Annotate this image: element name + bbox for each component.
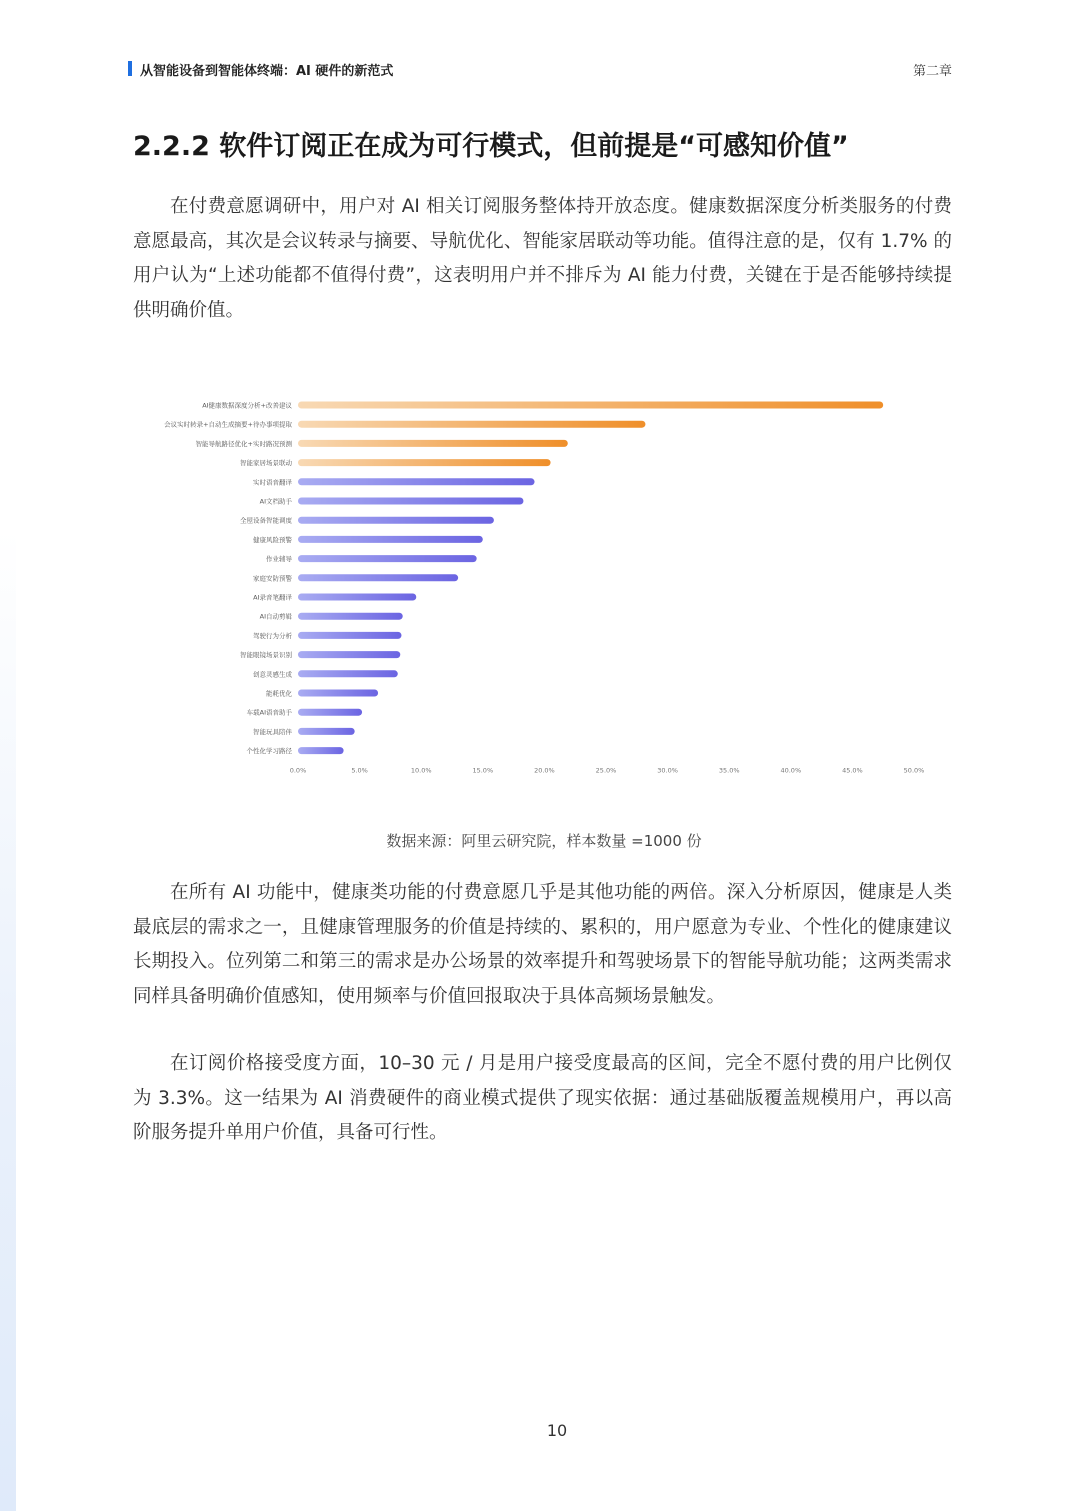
bar: [298, 690, 378, 697]
bar: [298, 421, 645, 428]
x-tick-label: 20.0%: [534, 766, 555, 775]
category-label: AI健康数据深度分析+改善建议: [202, 401, 292, 410]
paragraph-1: 在付费意愿调研中，用户对 AI 相关订阅服务整体持开放态度。健康数据深度分析类服务的付费意愿最高，其次是会议转录与摘要、导航优化、智能家居联动等功能。值得注意的是，仅有 1.7% 的用户认为“上述功能都不值得付费”，这表明用户并不排斥为 AI 能力付费，关键在于是否能够持续提供明确价值。: [133, 196, 952, 321]
bar: [298, 670, 398, 677]
category-label: AI录音笔翻译: [253, 593, 292, 602]
category-label: 健康风险预警: [253, 535, 292, 544]
category-label: 个性化学习路径: [246, 747, 292, 756]
bar: [298, 594, 416, 601]
bar: [298, 613, 403, 620]
category-label: 车载AI语音助手: [246, 708, 292, 717]
x-tick-label: 15.0%: [472, 766, 494, 775]
header-chapter: 第二章: [912, 64, 952, 79]
category-label: 智能导航路径优化+实时路况预测: [195, 439, 292, 448]
bar: [298, 536, 483, 543]
bar: [298, 632, 401, 639]
bar: [298, 459, 551, 466]
category-label: 全屋设备智能调度: [240, 516, 292, 525]
page-number: 10: [546, 1421, 568, 1440]
bar: [298, 517, 494, 524]
category-label: 驾驶行为分析: [253, 631, 292, 640]
category-label: 实时语音翻译: [253, 478, 292, 487]
bar: [298, 574, 458, 581]
page-edge-decoration: [0, 0, 16, 1511]
x-tick-label: 50.0%: [903, 766, 925, 775]
bar-chart: [133, 390, 952, 790]
bar: [298, 478, 535, 485]
x-tick-label: 0.0%: [289, 766, 307, 775]
x-tick-label: 25.0%: [595, 766, 617, 775]
chart-svg: [133, 390, 952, 790]
x-tick-label: 10.0%: [410, 766, 432, 775]
x-tick-label: 40.0%: [780, 766, 802, 775]
bar: [298, 440, 568, 447]
bar: [298, 728, 355, 735]
category-label: 智能玩具陪伴: [253, 727, 292, 736]
category-label: 作业辅导: [266, 555, 292, 564]
x-tick-label: 45.0%: [842, 766, 863, 775]
category-label: 智能眼镜场景识别: [240, 651, 292, 660]
category-label: 家庭安防预警: [253, 574, 292, 583]
x-tick-label: 5.0%: [351, 766, 368, 775]
chart-source: 数据来源：阿里云研究院，样本数量 =1000 份: [386, 832, 702, 850]
header-accent-bar: [128, 61, 132, 76]
paragraph-3: 在订阅价格接受度方面，10–30 元 / 月是用户接受度最高的区间，完全不愿付费的用户比例仅为 3.3%。这一结果为 AI 消费硬件的商业模式提供了现实依据：通过基础版覆盖规模用户，再以高阶服务提升单用户价值，具备可行性。: [133, 1053, 952, 1143]
category-label: 创意灵感生成: [253, 670, 292, 679]
x-tick-label: 30.0%: [657, 766, 678, 775]
bar: [298, 402, 883, 409]
category-label: AI文档助手: [259, 497, 292, 506]
x-tick-label: 35.0%: [718, 766, 740, 775]
paragraph-2: 在所有 AI 功能中，健康类功能的付费意愿几乎是其他功能的两倍。深入分析原因，健康是人类最底层的需求之一，且健康管理服务的价值是持续的、累积的，用户愿意为专业、个性化的健康建议长期投入。位列第二和第三的需求是办公场景的效率提升和驾驶场景下的智能导航功能；这两类需求同样具备明确价值感知，使用频率与价值回报取决于具体高频场景触发。: [133, 882, 952, 1007]
page-header: [128, 60, 952, 80]
category-label: 智能家居场景联动: [240, 459, 292, 468]
bar: [298, 498, 523, 505]
bar: [298, 651, 400, 658]
bar: [298, 555, 477, 562]
bar: [298, 709, 362, 716]
category-label: AI自动剪辑: [259, 612, 292, 621]
header-title: 从智能设备到智能体终端：AI 硬件的新范式: [140, 64, 394, 79]
category-label: 能耗优化: [266, 689, 292, 698]
section-heading: 2.2.2 软件订阅正在成为可行模式，但前提是“可感知价值”: [133, 131, 849, 162]
category-label: 会议实时转录+自动生成摘要+待办事项提取: [164, 420, 292, 429]
bar: [298, 747, 344, 754]
